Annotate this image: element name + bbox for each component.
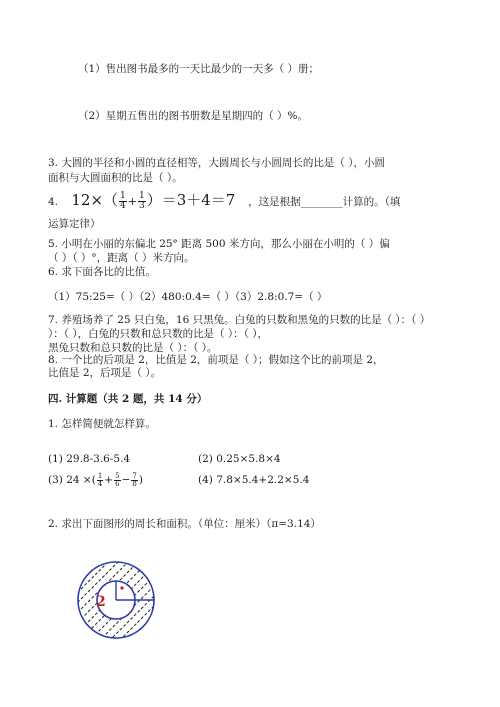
q4-fraction-2: $\frac{1}{3}$ bbox=[138, 190, 145, 211]
q6-title: 6. 求下面各比的比值。 bbox=[48, 266, 156, 278]
q4-tail: ）＝3＋4＝7 bbox=[146, 191, 236, 209]
q7-line2: ）：（ ），白兔的只数和总只数的比是（ ）：（ ）， bbox=[48, 328, 269, 340]
q4-fraction-1: $\frac{1}{4}$ bbox=[120, 190, 126, 211]
center-dot bbox=[120, 586, 123, 589]
q-b: （2）星期五售出的图书册数是星期四的（ ）%。 bbox=[78, 110, 308, 122]
q4-expression bbox=[71, 191, 240, 209]
calc-1-item-4: (4) 7.8×5.4+2.2×5.4 bbox=[198, 474, 310, 486]
q6-items: （1）75:25=（ ）（2）480:0.4=（ ）（3）2.8:0.7=（ ） bbox=[48, 291, 328, 303]
calc-3-fraction-3: $\frac{7}{8}$ bbox=[132, 471, 137, 488]
q4-line2: 运算定律） bbox=[48, 218, 101, 230]
calc-3-fraction-2: $\frac{5}{6}$ bbox=[115, 471, 120, 488]
q8-line1: 8. 一个比的后项是 2，比值是 2，前项是（ ）；假如这个比的前项是 2， bbox=[48, 354, 384, 366]
q7-line3: 黑兔只数和总只数的比是（ ）：（ ）。 bbox=[48, 342, 218, 354]
radius-label: 2 bbox=[96, 594, 106, 610]
annulus-figure bbox=[68, 552, 164, 648]
calc-1-item-1: (1) 29.8-3.6-5.4 bbox=[48, 453, 131, 465]
q5-line1: 5. 小明在小丽的东偏北 25° 距离 500 米方向，那么小丽在小明的（ ）偏 bbox=[48, 238, 390, 250]
q-a: （1）售出图书最多的一天比最少的一天多（ ）册； bbox=[78, 63, 320, 75]
calc-1-item-3: (3) 24 ×( $\frac{1}{4}$ + $\frac{5}{6}$ − $\frac{7}{8}$ ) bbox=[48, 471, 143, 488]
calc-1-item-2: (2) 0.25×5.8×4 bbox=[198, 453, 281, 465]
q4-number: 4. bbox=[48, 196, 59, 208]
q5-line2: （ ）（ ）°，距离（ ）米方向。 bbox=[48, 252, 195, 264]
q4-line1 bbox=[48, 188, 400, 214]
q3-line2: 面积与大圆面积的比是（ ）。 bbox=[48, 172, 183, 184]
calc-1-title: 1. 怎样简便就怎样算。 bbox=[48, 418, 156, 430]
q4-plus: + bbox=[127, 195, 137, 208]
calc-3-fraction-1: $\frac{1}{4}$ bbox=[97, 471, 103, 488]
q4-text: ，这是根据________计算的。（填 bbox=[248, 196, 401, 208]
q8-line2: 比值是 2，后项是（ ）。 bbox=[48, 367, 162, 379]
q4-lead: 12×（ bbox=[71, 191, 119, 209]
calc-2-title: 2. 求出下面图形的周长和面积。（单位：厘米）（π=3.14） bbox=[48, 518, 321, 530]
section-4-heading: 四. 计算题（共 2 题，共 14 分） bbox=[48, 393, 208, 405]
q7-line1: 7. 养殖场养了 25 只白兔，16 只黑兔。白兔的只数和黑兔的只数的比是（ ）：（ ） bbox=[48, 314, 431, 326]
q3-line1: 3. 大圆的半径和小圆的直径相等，大圆周长与小圆周长的比是（ ），小圆 bbox=[48, 157, 385, 169]
